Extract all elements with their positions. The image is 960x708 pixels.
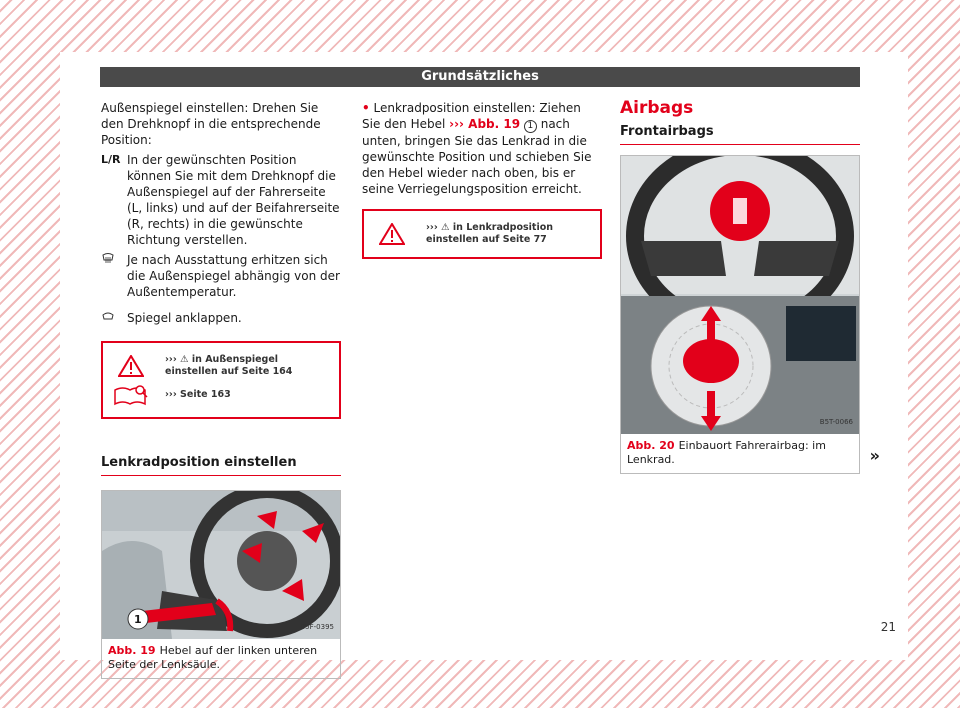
continue-arrow: »: [869, 446, 880, 465]
item-text: Je nach Ausstattung erhitzen sich die Außenspiegel abhängig von der Außentemperatur.: [127, 253, 340, 299]
page-number: 21: [880, 620, 896, 634]
figure-20: [620, 155, 860, 474]
caption-text: Einbauort Fahrerairbag: im Lenkrad.: [627, 439, 826, 466]
figure-label: Abb. 20: [627, 439, 675, 452]
book-search-icon: [109, 384, 153, 406]
list-item: [101, 310, 341, 327]
figure-caption: [102, 639, 340, 678]
airbag-image: [621, 156, 859, 434]
figure-ref-link[interactable]: ››› Abb. 19: [449, 117, 521, 131]
image-code: B5T-0066: [819, 418, 853, 426]
warning-box: [101, 341, 341, 419]
list-item: [101, 252, 341, 300]
figure-label: Abb. 19: [108, 644, 156, 657]
callout-number: 1: [134, 613, 142, 626]
warning-triangle-icon: [109, 355, 153, 377]
callout-number: 1: [524, 120, 537, 133]
caption-text: Hebel auf der linken unteren Seite der Lenksäule.: [108, 644, 318, 671]
fold-mirror-icon: [101, 310, 127, 327]
column-left: [101, 100, 341, 679]
page-header: Grundsätzliches: [100, 67, 860, 87]
column-right: [620, 98, 880, 474]
chapter-heading: Airbags: [620, 98, 694, 118]
bullet: •: [362, 101, 370, 115]
warning-box: [362, 209, 602, 259]
item-text: Spiegel anklappen.: [127, 311, 242, 325]
figure-19: [101, 490, 341, 679]
section-title: Frontairbags: [620, 124, 860, 145]
column-middle: [362, 100, 602, 259]
warning-ref[interactable]: ››› ⚠ in Außenspiegel einstellen auf Seite 164: [165, 354, 293, 377]
list-item: [101, 152, 341, 248]
heated-mirror-icon: [101, 252, 127, 300]
page-ref[interactable]: ››› Seite 163: [165, 389, 231, 400]
steering-lever-image: [102, 491, 340, 639]
item-key: L/R: [101, 153, 121, 166]
image-code: B5F-0395: [300, 623, 334, 631]
steering-instructions: [362, 100, 602, 197]
mirror-intro: Außenspiegel einstellen: Drehen Sie den Drehknopf in die entsprechende Position:: [101, 101, 321, 147]
warning-triangle-icon: [370, 223, 414, 245]
text-part-b: nach unten, bringen Sie das Lenkrad in die gewünschte Position und schieben Sie den Hebel wieder nach oben, bis er seine Verriegelungsposition erreicht.: [362, 117, 592, 196]
item-text: In der gewünschten Position können Sie mit dem Drehknopf die Außenspiegel auf der Fahrerseite (L, links) und auf der Beifahrerseite (R, rechts) in die gewünschte Richtung verstellen.: [127, 153, 340, 247]
figure-caption: [621, 434, 859, 473]
warning-ref[interactable]: ››› ⚠ in Lenkradposition einstellen auf Seite 77: [426, 222, 554, 245]
section-title: Lenkradposition einstellen: [101, 455, 341, 476]
text-part-a: Lenkradposition einstellen: Ziehen Sie den Hebel: [362, 101, 581, 131]
